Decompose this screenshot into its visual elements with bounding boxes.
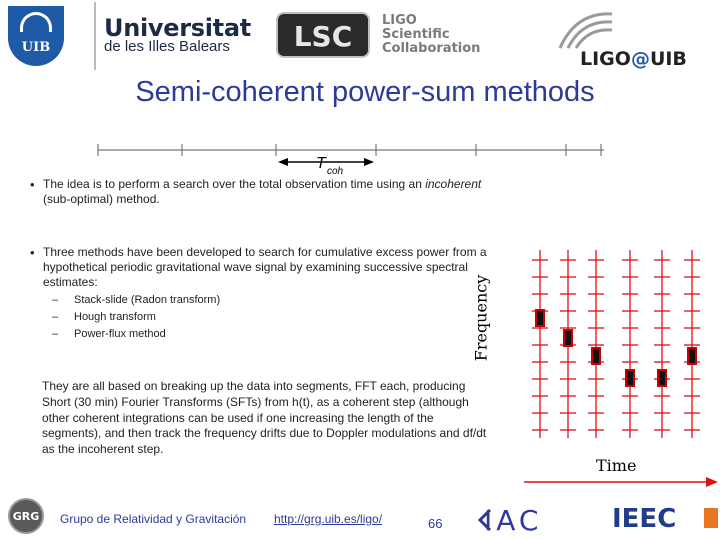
frequency-axis-label: Frequency: [471, 274, 491, 362]
tcoh-label-subscript: coh: [327, 166, 344, 177]
time-frequency-grid: [522, 246, 720, 490]
uib-logo: [8, 6, 64, 66]
method-item: Power-flux method: [74, 328, 166, 340]
bullet-1-text-end: (sub-optimal) method.: [43, 192, 160, 206]
ligo-line: Collaboration: [382, 41, 481, 56]
bullet-1-text: The idea is to perform a search over the total observation time using an: [43, 177, 426, 191]
ligo-uib-at: @: [630, 48, 650, 70]
signal-bin-core: [565, 331, 571, 345]
signal-bin-core: [627, 371, 633, 385]
ligo-uib-logo: [580, 48, 687, 70]
ligo-collaboration-logo: [382, 14, 480, 56]
ieec-mark-icon: [704, 508, 718, 528]
signal-bin-core: [659, 371, 665, 385]
university-name: Universitat: [104, 14, 251, 42]
ieec-logo: IEEC: [612, 504, 677, 534]
bullet-marker: •: [30, 177, 35, 192]
ligo-uib-suffix: UIB: [649, 48, 687, 70]
university-subtitle: de les Illes Balears: [104, 38, 230, 55]
grg-logo: [8, 498, 44, 534]
method-item: Hough transform: [74, 311, 156, 323]
header-divider: [94, 2, 96, 70]
method-dash: –: [52, 328, 59, 340]
group-link[interactable]: http://grg.uib.es/ligo/: [274, 512, 383, 526]
iac-logo: IAC: [484, 504, 543, 537]
tcoh-left-arrow: [278, 158, 288, 166]
uib-logo-arc: [20, 12, 52, 32]
signal-bin-core: [689, 349, 695, 363]
time-arrow-head: [706, 477, 718, 487]
explanation-paragraph: They are all based on breaking up the data into segments, FFT each, producing Short (30 min) Fourier Transforms (SFTs) from h(t), as a coherent step (although other coherent integrations can be used if one increasing the length of the segments), and then track the frequency drifts due to Doppler modulations and df/dt as the incoherent step.: [42, 379, 487, 457]
group-name: Grupo de Relatividad y Gravitación: [60, 512, 247, 526]
ligo-line: Scientific: [382, 27, 450, 42]
signal-bin-core: [593, 349, 599, 363]
bullet-marker: •: [30, 245, 35, 260]
page-number: 66: [428, 516, 443, 531]
signal-bin-core: [537, 311, 543, 325]
grg-logo-text: GRG: [12, 510, 40, 523]
slide-title: Semi-coherent power-sum methods: [135, 76, 595, 108]
ligo-uib-prefix: LIGO: [580, 48, 631, 70]
bullet-2: Three methods have been developed to search for cumulative excess power from a hypothetical periodic gravitational wave signal by examining successive spectral estimates:: [43, 245, 487, 289]
lsc-logo-text: LSC: [293, 20, 353, 53]
time-axis-label: Time: [596, 456, 637, 475]
bullet-1: [43, 177, 493, 207]
method-item: Stack-slide (Radon transform): [74, 294, 221, 306]
tcoh-label: T: [316, 155, 326, 172]
method-dash: –: [52, 311, 59, 323]
ligo-swirl-icon: [556, 8, 616, 52]
lsc-logo: [276, 12, 370, 58]
method-dash: –: [52, 294, 59, 306]
ligo-line: LIGO: [382, 13, 417, 28]
uib-logo-text: UIB: [21, 40, 51, 55]
tcoh-right-arrow: [364, 158, 374, 166]
bullet-1-italic: incoherent: [425, 177, 482, 191]
